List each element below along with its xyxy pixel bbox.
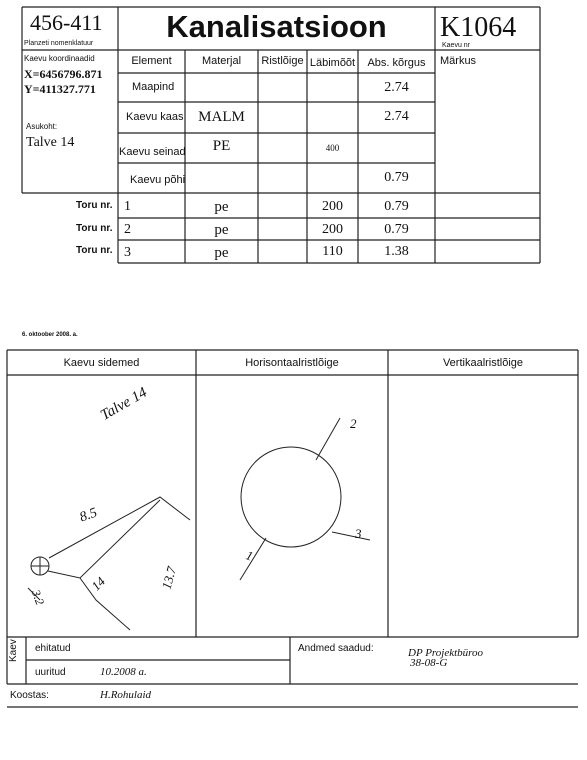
pipe-diameter: 200 (322, 222, 343, 237)
well-id: K1064 (440, 12, 517, 43)
pipe-height: 1.38 (384, 244, 409, 259)
row-abs-height: 0.79 (384, 170, 409, 185)
row-abs-height: 2.74 (384, 109, 409, 124)
well-caption: Kaevu nr (442, 42, 471, 49)
page-title: Kanalisatsioon (166, 9, 387, 44)
pipe-diameter: 200 (322, 199, 343, 214)
coords-caption: Kaevu koordinaadid (24, 54, 95, 63)
coord-y: Y=411327.771 (24, 82, 96, 96)
data-source-value: DP Projektbüroo (408, 647, 484, 659)
sketch-distance-label: 3.2 (28, 587, 48, 607)
pipe-nr: 1 (124, 199, 131, 214)
sketch-distance-label: 14 (88, 573, 109, 594)
pipe-label: Toru nr. (76, 200, 113, 211)
built-label: ehitatud (35, 643, 71, 654)
col-header-element: Element (131, 55, 172, 67)
panel-title-horizontal: Horisontaalristlõige (245, 357, 339, 369)
row-diameter: 400 (325, 143, 340, 153)
pipe-diameter: 110 (322, 244, 343, 259)
surveyed-value: 10.2008 a. (100, 666, 147, 678)
row-material: PE (212, 138, 231, 154)
data-source-code: 38-08-G (410, 657, 448, 669)
panel-title-ties: Kaevu sidemed (63, 357, 140, 369)
surveyed-label: uuritud (35, 667, 66, 678)
sheet-caption: Planzeti nomenklatuur (24, 40, 94, 47)
pipe-nr: 2 (124, 222, 131, 237)
kaev-label: Kaev (8, 639, 19, 662)
pipe-marker-label: 3 (355, 526, 362, 541)
location-value: Talve 14 (26, 135, 75, 150)
pipe-height: 0.79 (384, 199, 409, 214)
pipe-marker-label: 2 (350, 416, 357, 431)
sketch-distance-label: 13.7 (158, 564, 180, 591)
coord-x: X=6456796.871 (24, 67, 103, 81)
sheet-number: 456-411 (30, 10, 103, 35)
pipe-material: pe (214, 245, 229, 261)
author-label: Koostas: (10, 690, 49, 701)
pipe-height: 0.79 (384, 222, 409, 237)
row-abs-height: 2.74 (384, 80, 409, 95)
col-header-cross-section: Ristlõige (261, 55, 304, 67)
row-element-label: Kaevu kaas (126, 111, 184, 123)
row-element-label: Kaevu põhi (130, 174, 186, 186)
col-header-abs-height: Abs. kõrgus (367, 57, 426, 69)
pipe-material: pe (214, 222, 229, 238)
row-element-label: Maapind (132, 81, 175, 93)
col-header-material: Materjal (201, 55, 242, 67)
data-source-label: Andmed saadud: (298, 643, 374, 654)
pipe-label: Toru nr. (76, 223, 113, 234)
col-header-diameter: Läbimõõt (309, 57, 356, 69)
pipe-material: pe (214, 199, 229, 215)
location-caption: Asukoht: (26, 122, 58, 131)
panel-title-vertical: Vertikaalristlõige (442, 357, 524, 369)
author-value: H.Rohulaid (100, 689, 152, 701)
sketch-street-label: Talve 14 (98, 384, 150, 424)
row-material: MALM (198, 109, 245, 125)
date-line: 6. oktoober 2008. a. (22, 332, 78, 338)
row-element-label: Kaevu seinad (119, 146, 186, 158)
sketch-distance-label: 8.5 (77, 505, 100, 526)
pipe-nr: 3 (124, 245, 131, 260)
col-header-notes: Märkus (440, 55, 477, 67)
pipe-label: Toru nr. (76, 245, 113, 256)
pipe-marker-label: 1 (243, 547, 256, 564)
